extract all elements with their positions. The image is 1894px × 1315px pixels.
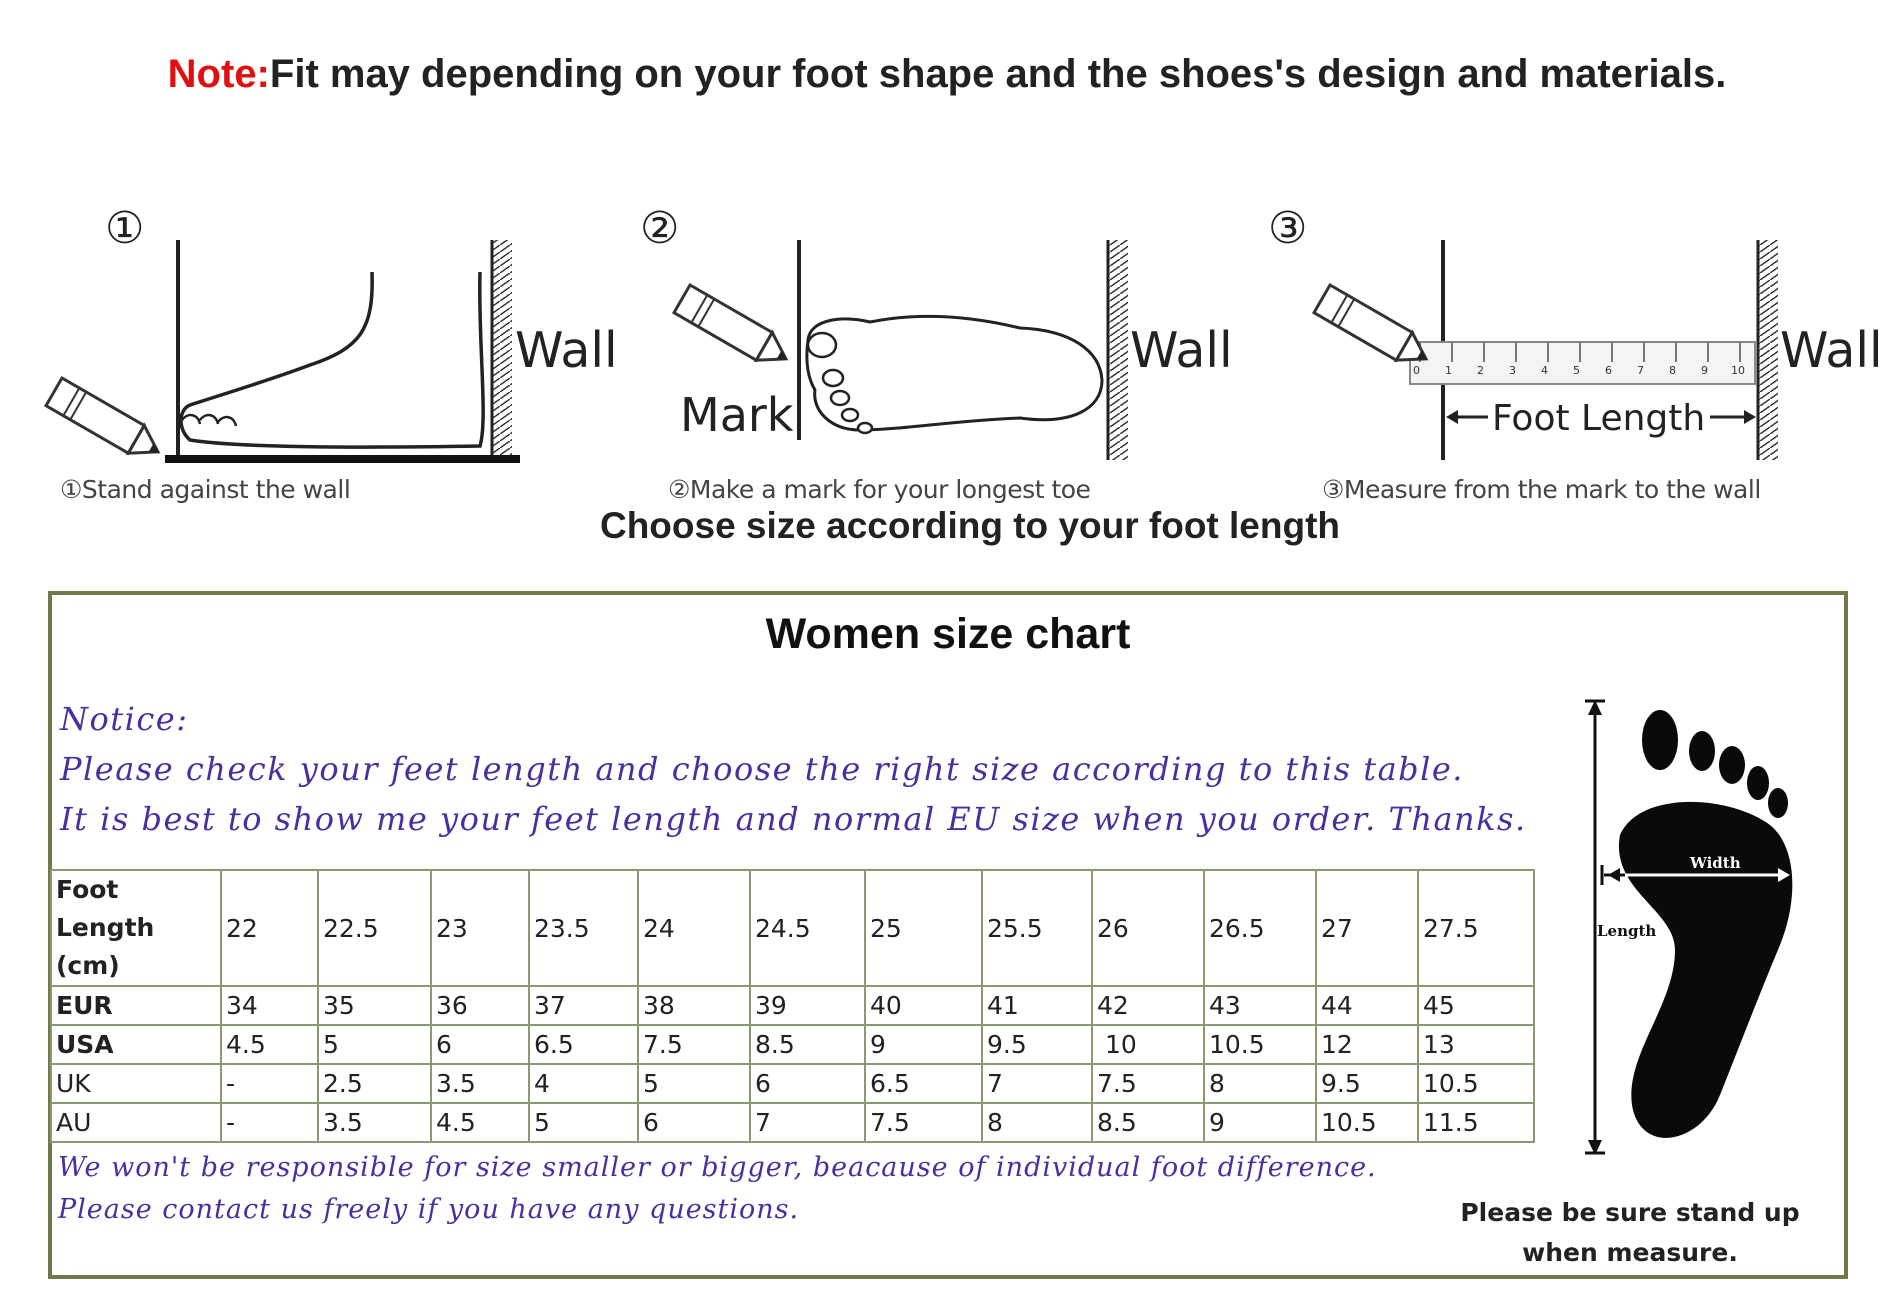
fit-note [0, 52, 1894, 97]
table-cell: 37 [529, 986, 638, 1025]
row-label-foot-length: Foot Length (cm) [51, 870, 221, 986]
table-cell: 6.5 [529, 1025, 638, 1064]
notice-label: Notice: [60, 700, 189, 738]
row-label-eur: EUR [51, 986, 221, 1025]
table-cell: 34 [221, 986, 318, 1025]
notice-line-1: Please check your feet length and choose the right size according to this table. [60, 750, 1464, 788]
size-chart-title: Women size chart [765, 610, 1131, 658]
table-cell: 2.5 [318, 1064, 431, 1103]
table-row [51, 1064, 1534, 1103]
table-cell: 8 [1204, 1064, 1316, 1103]
table-cell: 6 [431, 1025, 529, 1064]
table-cell: 27.5 [1418, 870, 1534, 986]
length-label: Length [1597, 922, 1657, 940]
table-cell: 6 [750, 1064, 865, 1103]
ruler-tick: 7 [1637, 364, 1644, 377]
table-cell: 4 [529, 1064, 638, 1103]
ruler-tick: 5 [1573, 364, 1580, 377]
table-cell: 7.5 [638, 1025, 750, 1064]
step-1-caption: ①Stand against the wall [60, 475, 351, 504]
disclaimer-line-1: We won't be responsible for size smaller or bigger, beacause of individual foot difference. [58, 1152, 1377, 1183]
table-cell: 9.5 [1316, 1064, 1418, 1103]
table-cell: 26.5 [1204, 870, 1316, 986]
table-cell: 24 [638, 870, 750, 986]
table-cell: 3.5 [318, 1103, 431, 1142]
step-1-wall-label: Wall [515, 322, 618, 379]
table-cell: 41 [982, 986, 1092, 1025]
table-cell: 25 [865, 870, 982, 986]
table-cell: 10 [1092, 1025, 1204, 1064]
table-cell: 9 [865, 1025, 982, 1064]
step-3-caption: ③Measure from the mark to the wall [1322, 475, 1761, 504]
table-row [51, 1103, 1534, 1142]
stand-up-note: Please be sure stand up when measure. [1460, 1198, 1800, 1267]
ruler-tick: 0 [1413, 364, 1420, 377]
table-cell: 27 [1316, 870, 1418, 986]
table-cell: 6 [638, 1103, 750, 1142]
table-cell: 25.5 [982, 870, 1092, 986]
ruler-tick: 6 [1605, 364, 1612, 377]
step-2-wall-label: Wall [1130, 322, 1233, 379]
table-row [51, 1025, 1534, 1064]
table-cell: 7 [982, 1064, 1092, 1103]
table-cell: 10.5 [1204, 1025, 1316, 1064]
table-cell: 5 [529, 1103, 638, 1142]
row-label-au: AU [51, 1103, 221, 1142]
table-cell: 8 [982, 1103, 1092, 1142]
step-2-mark-label: Mark [680, 388, 794, 442]
step-3-wall-label: Wall [1780, 322, 1883, 379]
table-cell: 9 [1204, 1103, 1316, 1142]
step-1-number: ① [105, 203, 145, 254]
table-cell: 36 [431, 986, 529, 1025]
table-cell: 4.5 [221, 1025, 318, 1064]
table-cell: - [221, 1064, 318, 1103]
table-cell: 23 [431, 870, 529, 986]
table-cell: 3.5 [431, 1064, 529, 1103]
ruler-tick: 2 [1477, 364, 1484, 377]
row-label-uk: UK [51, 1064, 221, 1103]
table-cell: 43 [1204, 986, 1316, 1025]
table-cell: 26 [1092, 870, 1204, 986]
table-cell: 45 [1418, 986, 1534, 1025]
table-cell: 39 [750, 986, 865, 1025]
table-cell: 13 [1418, 1025, 1534, 1064]
disclaimer-line-2: Please contact us freely if you have any questions. [58, 1194, 800, 1225]
table-cell: 8.5 [750, 1025, 865, 1064]
table-cell: 12 [1316, 1025, 1418, 1064]
width-label: Width [1690, 854, 1741, 872]
table-cell: 23.5 [529, 870, 638, 986]
ruler-tick: 3 [1509, 364, 1516, 377]
note-text: Fit may depending on your foot shape and the shoes's design and materials. [269, 52, 1727, 96]
measurement-steps-illustration [0, 220, 1894, 490]
ruler-tick: 10 [1731, 364, 1745, 377]
row-label-usa: USA [51, 1025, 221, 1064]
step-2-number: ② [640, 203, 680, 254]
ruler-tick: 1 [1445, 364, 1452, 377]
table-cell: 4.5 [431, 1103, 529, 1142]
note-label: Note: [167, 52, 270, 96]
table-cell: 42 [1092, 986, 1204, 1025]
table-cell: 40 [865, 986, 982, 1025]
table-cell: 11.5 [1418, 1103, 1534, 1142]
table-cell: 24.5 [750, 870, 865, 986]
step-3-number: ③ [1268, 203, 1308, 254]
table-cell: 44 [1316, 986, 1418, 1025]
choose-size-heading: Choose size according to your foot length [599, 505, 1341, 546]
table-cell: - [221, 1103, 318, 1142]
table-cell: 7.5 [865, 1103, 982, 1142]
table-cell: 22.5 [318, 870, 431, 986]
step-1-illustration [46, 240, 520, 467]
table-cell: 7 [750, 1103, 865, 1142]
table-cell: 7.5 [1092, 1064, 1204, 1103]
ruler-tick: 4 [1541, 364, 1548, 377]
table-cell: 6.5 [865, 1064, 982, 1103]
table-cell: 10.5 [1316, 1103, 1418, 1142]
table-cell: 5 [318, 1025, 431, 1064]
ruler-tick: 8 [1669, 364, 1676, 377]
size-table [50, 869, 1535, 1143]
table-cell: 9.5 [982, 1025, 1092, 1064]
table-cell: 5 [638, 1064, 750, 1103]
ruler-tick-labels [1403, 364, 1763, 384]
table-row [51, 870, 1534, 986]
table-cell: 8.5 [1092, 1103, 1204, 1142]
table-row [51, 986, 1534, 1025]
table-cell: 22 [221, 870, 318, 986]
notice-line-2: It is best to show me your feet length and normal EU size when you order. Thanks. [60, 800, 1527, 838]
table-cell: 35 [318, 986, 431, 1025]
step-2-caption: ②Make a mark for your longest toe [668, 475, 1091, 504]
ruler-tick: 9 [1701, 364, 1708, 377]
foot-length-label: Foot Length [1492, 398, 1706, 439]
table-cell: 10.5 [1418, 1064, 1534, 1103]
table-cell: 38 [638, 986, 750, 1025]
